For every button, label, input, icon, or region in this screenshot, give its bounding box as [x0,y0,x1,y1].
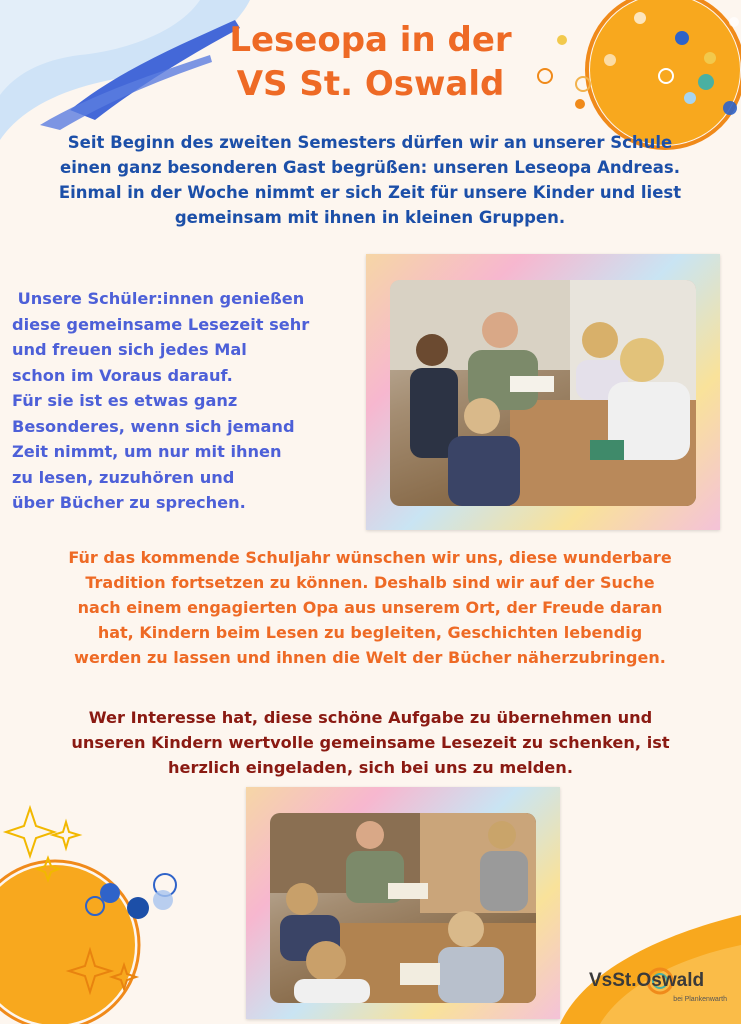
top-right-orange-circle [590,0,740,145]
orange-line: Für das kommende Schuljahr wünschen wir uns, diese wunderbare [68,548,672,567]
side-line: Unsere Schüler:innen genießen [12,289,305,308]
red-line: unseren Kindern wertvolle gemeinsame Lesezeit zu schenken, ist [71,733,670,752]
red-line: Wer Interesse hat, diese schöne Aufgabe zu übernehmen und [88,708,653,727]
side-line: Zeit nimmt, um nur mit ihnen [12,442,282,461]
sparkle-icon [6,808,54,856]
school-logo [589,960,729,1010]
side-line: zu lesen, zuzuhören und [12,467,235,487]
intro-line: gemeinsam mit ihnen in kleinen Gruppen. [174,208,566,227]
dot [698,74,714,90]
intro-line: Seit Beginn des zweiten Semesters dürfen wir an unserer Schule [67,133,673,152]
side-line: und freuen sich jedes Mal [12,340,247,359]
orange-line: hat, Kindern beim Lesen zu begleiten, Geschichten lebendig [97,623,643,642]
dot [127,897,149,919]
side-paragraph [12,286,352,516]
dot [684,92,696,104]
reading-group-photo [390,280,696,506]
orange-line: nach einem engagierten Opa aus unserem Ort, der Freude daran [77,598,663,617]
intro-paragraph [20,130,720,230]
sparkle-icon [53,822,79,848]
dot [604,54,616,66]
photo-frame-bottom [246,787,560,1019]
intro-line: Einmal in der Woche nimmt er sich Zeit für unsere Kinder und liest [58,183,682,202]
photo-illustration [390,280,696,506]
dot [675,31,689,45]
photo-illustration-2 [270,813,536,1003]
intro-line: einen ganz besonderen Gast begrüßen: unseren Leseopa Andreas. [60,158,680,177]
reading-group-photo-2 [270,813,536,1003]
side-line: Für sie ist es etwas ganz [12,391,238,410]
title-line-2: VS St. Oswald [236,64,505,104]
logo-name: VsSt.Oswald [589,970,705,991]
title-line-1: Leseopa in der [229,20,512,60]
dot [723,101,737,115]
orange-line: werden zu lassen und ihnen die Welt der Bücher näherzubringen. [74,648,666,667]
red-line: herzlich eingeladen, sich bei uns zu melden. [168,758,573,777]
page-title [150,18,591,106]
dot [153,890,173,910]
dot [634,12,646,24]
logo-subtitle: bei Plankenwarth [673,996,727,1003]
side-line: diese gemeinsame Lesezeit sehr [12,314,310,334]
dot [729,17,739,27]
orange-line: Tradition fortsetzen zu können. Deshalb sind wir auf der Suche [85,573,655,592]
side-line: schon im Voraus darauf. [12,365,233,385]
photo-frame-top [366,254,720,530]
red-paragraph [30,705,711,780]
dot [704,52,716,64]
orange-paragraph [20,545,720,670]
side-line: über Bücher zu sprechen. [12,493,246,512]
side-line: Besonderes, wenn sich jemand [12,416,295,436]
